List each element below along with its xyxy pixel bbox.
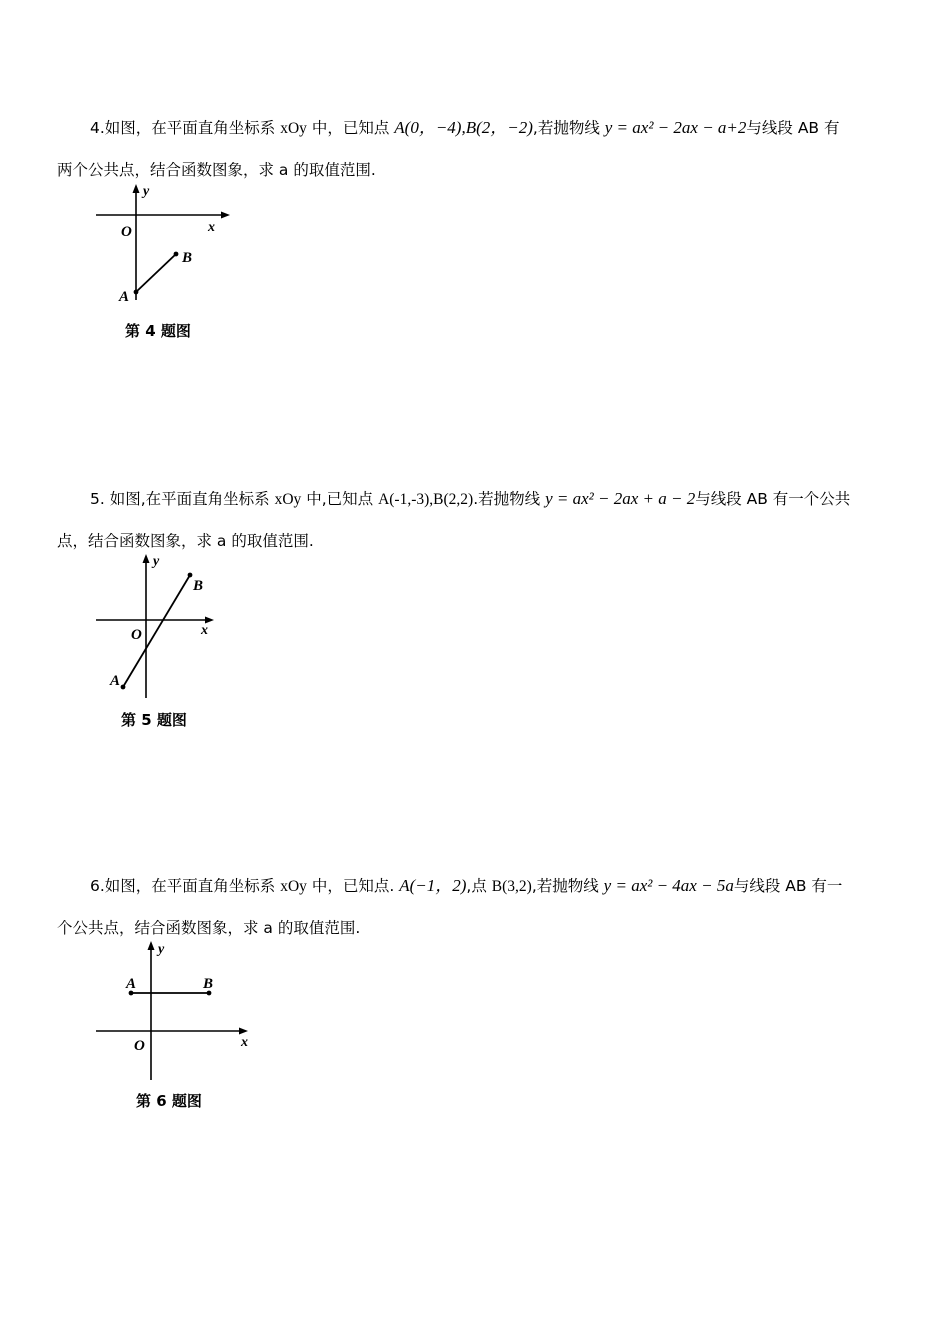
parabola-equation: y = ax² − 4ax − 5a <box>603 876 734 895</box>
label-x: x <box>241 1035 248 1050</box>
label-b: B <box>182 250 193 266</box>
x-axis-arrow <box>239 1028 248 1035</box>
point-b: B(3,2) <box>491 878 532 895</box>
figure-caption: 第 6 题图 <box>136 1092 202 1110</box>
label-o: O <box>134 1038 145 1054</box>
problem-4-line-1: 4.如图，在平面直角坐标系 xOy 中，已知点 A(0，−4),B(2，−2),若抛物线 y = ax² − 2ax − a+2与线段 AB 有 <box>90 118 840 137</box>
problem-6-line-2: 个公共点，结合函数图象，求 a 的取值范围. <box>57 919 361 937</box>
label-o: O <box>131 627 142 643</box>
label-a: A <box>119 289 130 305</box>
label-y: y <box>143 184 150 199</box>
label-a: A <box>110 673 121 689</box>
parabola-equation: y = ax² − 2ax − a+2 <box>604 118 747 137</box>
label-b: B <box>193 578 204 594</box>
label-a: A <box>126 976 137 992</box>
point-a: A(−1，2) <box>399 876 467 895</box>
problem-5-line-1: 5. 如图,在平面直角坐标系 xOy 中,已知点 A(-1,-3),B(2,2).若抛物线 y = ax² − 2ax + a − 2与线段 AB 有一个公共 <box>90 489 851 508</box>
figure-5 <box>90 550 240 730</box>
label-y: y <box>153 554 160 569</box>
x-axis-arrow <box>221 212 230 219</box>
y-axis-arrow <box>133 184 140 193</box>
y-axis-arrow <box>143 554 150 563</box>
problem-5-line-2: 点，结合函数图象，求 a 的取值范围. <box>57 532 314 550</box>
point-b-dot <box>174 252 179 257</box>
parabola-equation: y = ax² − 2ax + a − 2 <box>545 489 696 508</box>
figure-caption: 第 5 题图 <box>121 711 187 729</box>
points: A(-1,-3),B(2,2) <box>378 491 474 508</box>
problem-4-line-2: 两个公共点，结合函数图象，求 a 的取值范围. <box>57 161 376 179</box>
figure-4 <box>90 180 240 340</box>
segment-ab <box>136 254 176 292</box>
point-b-dot <box>188 573 193 578</box>
point-b: B(2，−2) <box>465 118 533 137</box>
label-y: y <box>158 942 165 957</box>
point-a-dot <box>121 685 126 690</box>
point-a: A(0，−4) <box>394 118 462 137</box>
figure-caption: 第 4 题图 <box>125 322 191 340</box>
y-axis-arrow <box>148 941 155 950</box>
figure-6 <box>90 935 270 1115</box>
label-b: B <box>203 976 214 992</box>
point-a-dot <box>134 290 139 295</box>
label-o: O <box>121 224 132 240</box>
label-x: x <box>208 220 215 235</box>
problem-6-line-1: 6.如图，在平面直角坐标系 xOy 中，已知点. A(−1，2),点 B(3,2),若抛物线 y = ax² − 4ax − 5a与线段 AB 有一 <box>90 876 843 895</box>
label-x: x <box>201 623 208 638</box>
